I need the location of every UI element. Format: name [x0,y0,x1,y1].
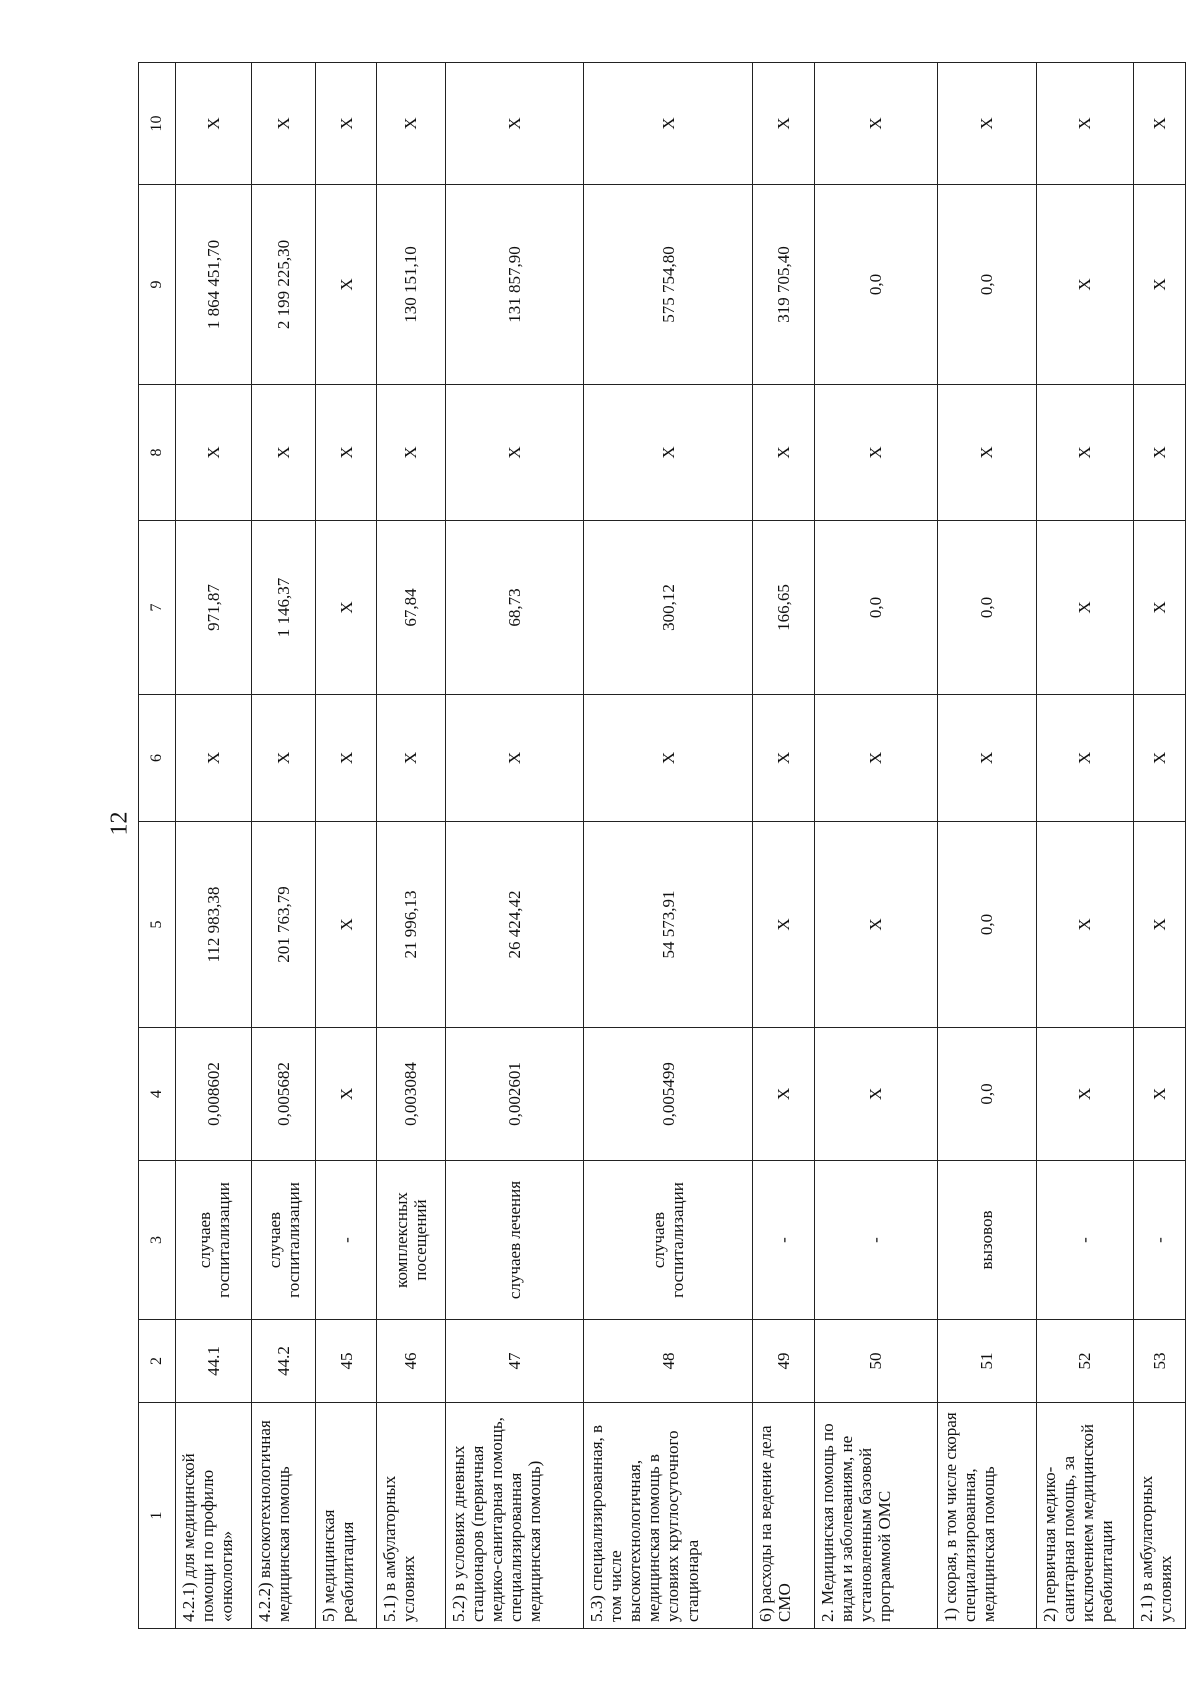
value-cell: X [753,63,814,185]
unit-cell: - [1036,1161,1133,1320]
row-number: 44.2 [252,1320,316,1403]
column-header: 1 [139,1403,176,1629]
value-cell: X [315,695,376,822]
table-row [814,63,938,1629]
column-header: 9 [139,185,176,385]
value-cell: 1 864 451,70 [176,185,252,385]
row-number: 49 [753,1320,814,1403]
column-header: 2 [139,1320,176,1403]
table-row [1133,63,1185,1629]
value-cell: 575 754,80 [584,185,753,385]
value-cell: 971,87 [176,521,252,695]
value-cell: X [584,385,753,521]
value-cell: X [445,63,584,185]
row-description: 2) первичная медико-санитарная помощь, за исключением медицинской реабилитации [1036,1403,1133,1629]
value-cell: 0,0 [814,521,938,695]
value-cell: X [1036,185,1133,385]
unit-cell: случаев госпитализации [584,1161,753,1320]
value-cell: X [753,695,814,822]
value-cell: 2 199 225,30 [252,185,316,385]
value-cell: X [814,1028,938,1161]
row-number: 46 [377,1320,445,1403]
column-header: 10 [139,63,176,185]
column-header: 4 [139,1028,176,1161]
unit-cell: случаев госпитализации [176,1161,252,1320]
unit-cell: - [814,1161,938,1320]
table-row [445,63,584,1629]
value-cell: X [1036,63,1133,185]
column-header: 7 [139,521,176,695]
value-cell: X [315,63,376,185]
row-number: 52 [1036,1320,1133,1403]
value-cell: X [377,63,445,185]
value-cell: 1 146,37 [252,521,316,695]
row-description: 2. Медицинская помощь по видам и заболеваниям, не установленным базовой программой ОМС [814,1403,938,1629]
row-number: 50 [814,1320,938,1403]
table-row [252,63,316,1629]
value-cell: 319 705,40 [753,185,814,385]
value-cell: X [1036,521,1133,695]
table-row [938,63,1036,1629]
value-cell: X [1036,385,1133,521]
column-header: 6 [139,695,176,822]
value-cell: X [814,385,938,521]
value-cell: 0,0 [814,185,938,385]
value-cell: X [315,1028,376,1161]
value-cell: X [377,695,445,822]
value-cell: X [315,521,376,695]
table-row [176,63,252,1629]
value-cell: X [1133,822,1185,1028]
value-cell: 0,005499 [584,1028,753,1161]
value-cell: 112 983,38 [176,822,252,1028]
value-cell: X [315,385,376,521]
value-cell: 0,003084 [377,1028,445,1161]
value-cell: X [176,385,252,521]
table-row [315,63,376,1629]
value-cell: 21 996,13 [377,822,445,1028]
column-header: 3 [139,1161,176,1320]
value-cell: X [176,63,252,185]
value-cell: 300,12 [584,521,753,695]
value-cell: X [1133,63,1185,185]
table-container [138,63,1186,1629]
column-header: 5 [139,822,176,1028]
unit-cell: - [753,1161,814,1320]
row-number: 53 [1133,1320,1185,1403]
value-cell: 0,005682 [252,1028,316,1161]
unit-cell: - [1133,1161,1185,1320]
value-cell: 26 424,42 [445,822,584,1028]
value-cell: X [445,385,584,521]
value-cell: X [1133,385,1185,521]
value-cell: X [1133,521,1185,695]
value-cell: X [176,695,252,822]
value-cell: X [1036,1028,1133,1161]
row-number: 45 [315,1320,376,1403]
value-cell: 67,84 [377,521,445,695]
row-description: 4.2.1) для медицинской помощи по профилю «онкология» [176,1403,252,1629]
row-number: 48 [584,1320,753,1403]
row-description: 5.3) специализированная, в том числе высокотехнологичная, медицинская помощь в условиях круглосуточного стационара [584,1403,753,1629]
value-cell: 0,008602 [176,1028,252,1161]
value-cell: X [1036,822,1133,1028]
value-cell: X [252,695,316,822]
value-cell: 0,0 [938,185,1036,385]
value-cell: X [1133,695,1185,822]
table-row [584,63,753,1629]
value-cell: X [1133,1028,1185,1161]
table-row [1036,63,1133,1629]
value-cell: X [315,185,376,385]
unit-cell: вызовов [938,1161,1036,1320]
unit-cell: комплексных посещений [377,1161,445,1320]
value-cell: X [1133,185,1185,385]
data-table [138,62,1186,1629]
value-cell: 68,73 [445,521,584,695]
row-number: 47 [445,1320,584,1403]
row-description: 5.2) в условиях дневных стационаров (первичная медико-санитарная помощь, специализированная медицинская помощь) [445,1403,584,1629]
value-cell: X [1036,695,1133,822]
column-header: 8 [139,385,176,521]
row-description: 5) медицинская реабилитация [315,1403,376,1629]
table-row [753,63,814,1629]
unit-cell: случаев госпитализации [252,1161,316,1320]
value-cell: 0,0 [938,521,1036,695]
value-cell: X [584,695,753,822]
value-cell: 54 573,91 [584,822,753,1028]
value-cell: X [814,822,938,1028]
value-cell: 0,0 [938,822,1036,1028]
row-number: 44.1 [176,1320,252,1403]
value-cell: X [938,63,1036,185]
value-cell: 166,65 [753,521,814,695]
value-cell: 0,0 [938,1028,1036,1161]
value-cell: X [445,695,584,822]
value-cell: 0,002601 [445,1028,584,1161]
row-description: 6) расходы на ведение дела СМО [753,1403,814,1629]
value-cell: X [814,695,938,822]
row-description: 1) скорая, в том числе скорая специализированная, медицинская помощь [938,1403,1036,1629]
value-cell: 130 151,10 [377,185,445,385]
unit-cell: - [315,1161,376,1320]
value-cell: 201 763,79 [252,822,316,1028]
table-row [377,63,445,1629]
value-cell: X [753,1028,814,1161]
value-cell: X [315,822,376,1028]
rotated-table-frame [138,63,1186,1629]
value-cell: X [938,695,1036,822]
row-number: 51 [938,1320,1036,1403]
value-cell: 131 857,90 [445,185,584,385]
row-description: 5.1) в амбулаторных условиях [377,1403,445,1629]
row-description: 2.1) в амбулаторных условиях [1133,1403,1185,1629]
value-cell: X [252,385,316,521]
value-cell: X [252,63,316,185]
value-cell: X [584,63,753,185]
value-cell: X [938,385,1036,521]
value-cell: X [814,63,938,185]
header-row [139,63,176,1629]
unit-cell: случаев лечения [445,1161,584,1320]
value-cell: X [753,822,814,1028]
value-cell: X [753,385,814,521]
row-description: 4.2.2) высокотехнологичная медицинская помощь [252,1403,316,1629]
value-cell: X [377,385,445,521]
page-number: 12 [106,811,133,836]
